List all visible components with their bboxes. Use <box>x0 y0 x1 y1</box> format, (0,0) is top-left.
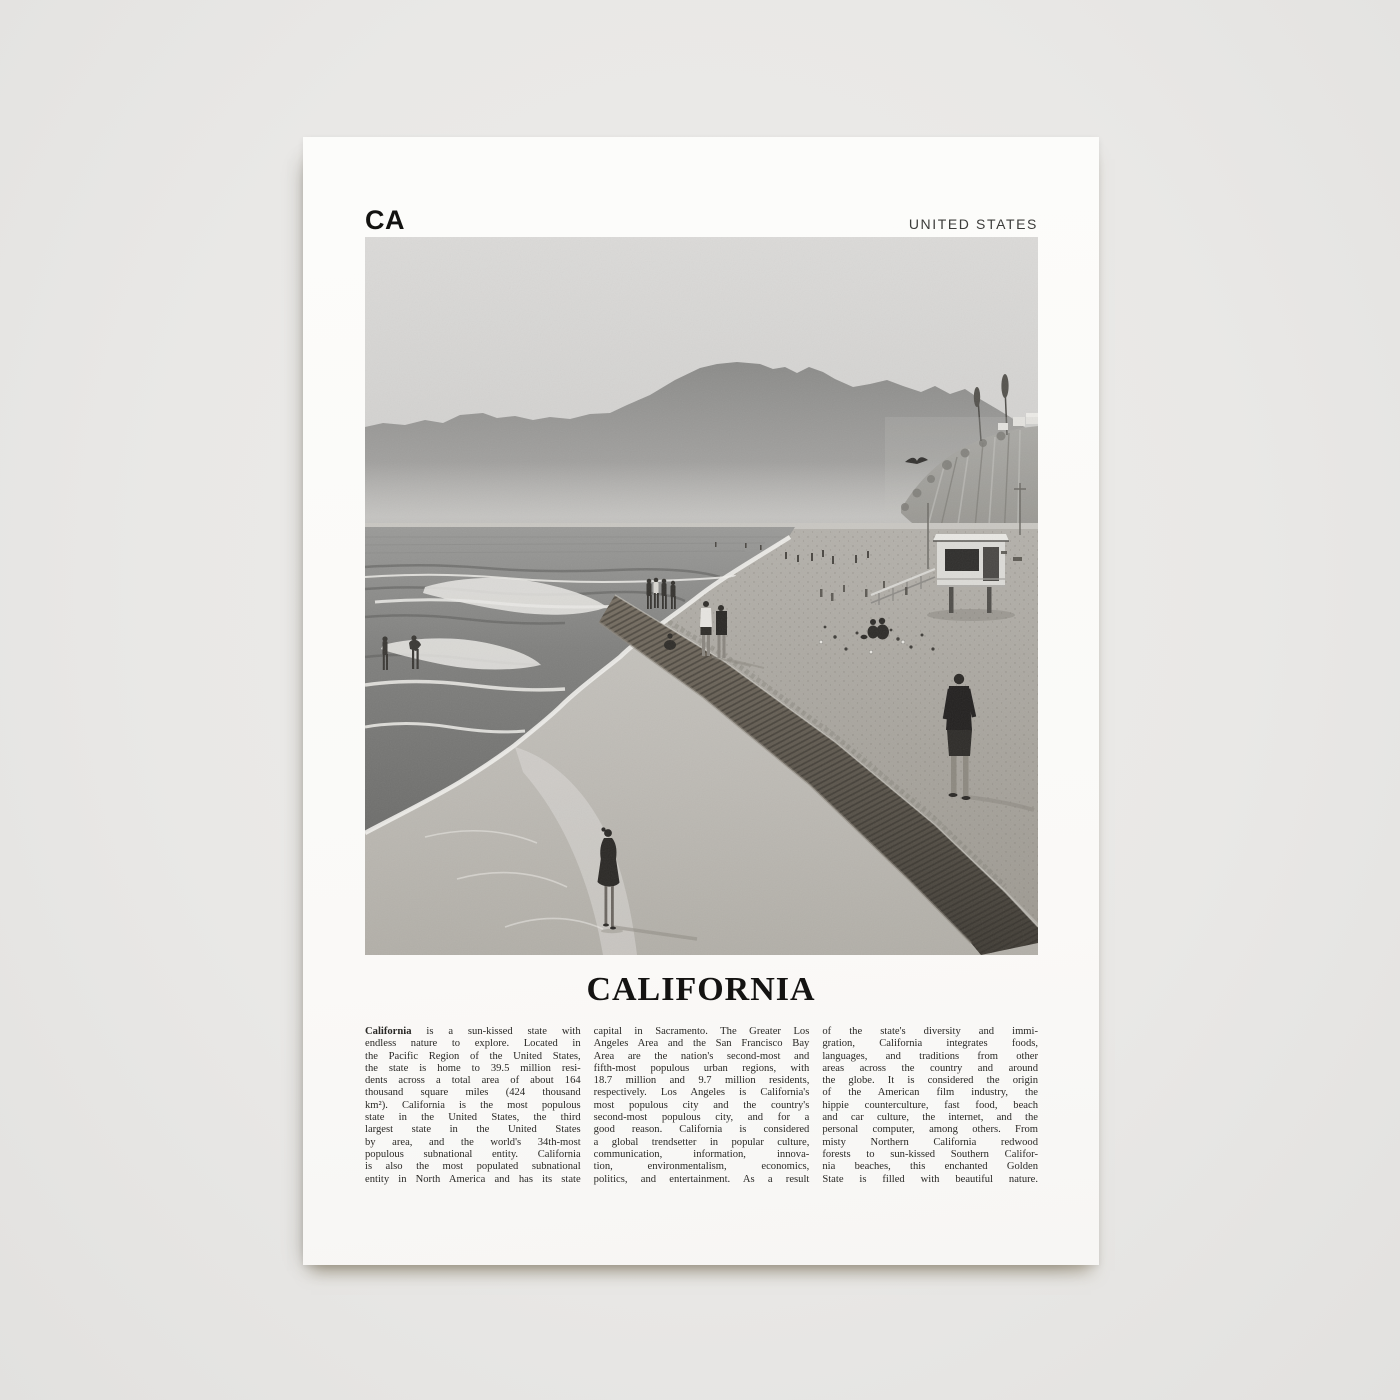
country-label: UNITED STATES <box>908 216 1038 232</box>
body-text-line: km²). California is the most populous <box>365 1099 581 1111</box>
body-text-line: most populous city and the country's <box>593 1099 810 1111</box>
body-text-line: dents across a total area of about 164 <box>365 1075 581 1087</box>
beach-photo <box>365 237 1038 955</box>
body-text-line: by area, and the world's 34th-most <box>365 1136 581 1148</box>
state-abbreviation: CA <box>365 205 405 235</box>
body-text-line: capital in Sacramento. The Greater Los <box>593 1026 810 1037</box>
body-column-3 <box>822 1026 1038 1186</box>
body-text-line: second-most populous city, and for a <box>593 1112 810 1124</box>
body-text-line: forests to sun-kissed Southern Califor- <box>822 1148 1039 1160</box>
body-text-line: the globe. It is considered the origin <box>822 1075 1039 1087</box>
body-text-line: languages, and traditions from other <box>822 1050 1039 1062</box>
body-text-line: tion, environmentalism, economics, <box>593 1161 810 1173</box>
body-text-line: gration, California integrates foods, <box>822 1038 1039 1050</box>
body-text-line: the Pacific Region of the United States, <box>365 1050 581 1062</box>
body-text-line: California is a sun-kissed state with <box>365 1026 581 1037</box>
body-text-line: areas across the country and around <box>822 1062 1039 1074</box>
body-text-line: of the American film industry, the <box>822 1087 1039 1099</box>
body-text-line: state in the United States, the third <box>365 1112 581 1124</box>
body-text-line: personal computer, among others. From <box>822 1124 1039 1136</box>
body-text-line: 18.7 million and 9.7 million residents, <box>593 1075 810 1087</box>
body-column-2 <box>594 1026 810 1186</box>
body-column-1 <box>365 1026 581 1186</box>
poster-title: CALIFORNIA <box>586 971 816 1008</box>
body-text-line: largest state in the United States <box>365 1124 581 1136</box>
body-text-line: misty Northern California redwood <box>822 1136 1039 1148</box>
body-text-line: populous subnational entity. California <box>365 1148 581 1160</box>
body-text-line: State is filled with beautiful nature. <box>822 1173 1039 1185</box>
body-columns <box>365 1026 1038 1186</box>
body-text-line: nia beaches, this enchanted Golden <box>822 1161 1039 1173</box>
body-text-line: fifth-most populous urban regions, with <box>593 1062 810 1074</box>
body-text-line: is also the most populated subnational <box>365 1161 581 1173</box>
film-grain <box>365 237 1038 955</box>
body-text-line: endless nature to explore. Located in <box>365 1038 581 1050</box>
body-text-line: of the state's diversity and immi- <box>822 1026 1039 1037</box>
body-text-line: the state is home to 39.5 million resi- <box>365 1062 581 1074</box>
body-text-line: Area are the nation's second-most and <box>593 1050 810 1062</box>
body-text-line: politics, and entertainment. As a result <box>593 1173 810 1185</box>
body-text-line: good reason. California is considered <box>593 1124 810 1136</box>
poster <box>303 137 1099 1265</box>
body-text-line: hippie counterculture, fast food, beach <box>822 1099 1039 1111</box>
beach-photo-art <box>365 237 1038 955</box>
body-text-line: entity in North America and has its state <box>365 1173 581 1185</box>
body-text-line: Angeles Area and the San Francisco Bay <box>593 1038 810 1050</box>
body-text-line: communication, information, innova- <box>593 1148 810 1160</box>
body-text-line: respectively. Los Angeles is California's <box>593 1087 810 1099</box>
body-text-line: a global trendsetter in popular culture, <box>593 1136 810 1148</box>
body-text-line: and car culture, the internet, and the <box>822 1112 1039 1124</box>
body-text-line: thousand square miles (424 thousand <box>365 1087 581 1099</box>
poster-header <box>365 207 1038 234</box>
